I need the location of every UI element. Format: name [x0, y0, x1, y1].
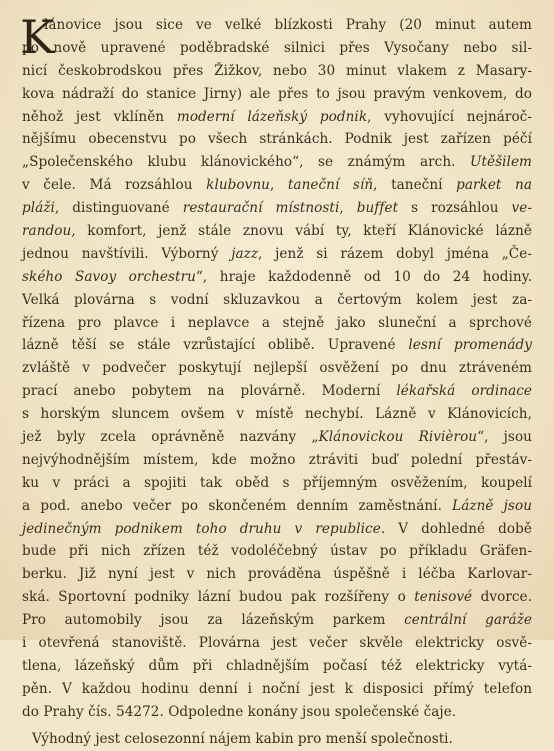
text-line [22, 243, 532, 266]
text-line [22, 60, 532, 83]
emphasized-text: klubovnu [206, 177, 270, 194]
text-line [22, 197, 532, 220]
text-run: , distinguované [54, 200, 183, 217]
drop-cap-letter: K [20, 10, 55, 64]
text-line [22, 563, 532, 586]
text-run: nejvýhodnějším místem, kde možno ztráviti buď polední přestáv- [22, 451, 532, 468]
text-run: ská. Sportovní podniky lázní budou pak rozšířeny o [22, 589, 415, 606]
emphasized-text: taneční síň [287, 177, 374, 194]
emphasized-text: moderní lázeňský podnik [176, 108, 368, 125]
text-line [22, 174, 532, 197]
text-run: s horským sluncem ovšem v místě nechybí. Lázně v Klánovicích, [22, 406, 532, 423]
text-line [22, 426, 532, 449]
text-line [22, 540, 532, 563]
text-run: berku. Již nyní jest v nich prováděna úspěšně i léčba Karlovar- [22, 566, 532, 583]
text-line [22, 495, 532, 518]
emphasized-text: Lázně jsou [452, 497, 533, 514]
text-run: lázně těší se stále vzrůstající oblibě. Upravené [22, 337, 409, 354]
text-line [22, 14, 532, 37]
text-line [22, 586, 532, 609]
article-body [20, 10, 533, 724]
text-run: , jenž si rázem dobyl jména „Če- [258, 245, 532, 262]
emphasized-text: Utěšilem [470, 154, 532, 171]
emphasized-text: jedinečným podnikem toho druhu v republice [22, 520, 381, 537]
text-run: . V dohledné době [380, 520, 532, 537]
emphasized-text: centrální garáže [404, 612, 532, 629]
emphasized-text: parket na [456, 177, 532, 194]
text-run: , [339, 200, 357, 217]
text-run: „Společenského klubu klánovického“, se známým arch. [22, 154, 471, 171]
text-run: Pro automobily jsou za lázeňským parkem [22, 612, 405, 629]
emphasized-text: tenisové [414, 589, 473, 606]
text-run: jež byly zcela oprávněně nazvány „ [22, 429, 319, 446]
emphasized-text: restaurační místnosti [182, 200, 340, 217]
text-run: nicí českobrodskou přes Žižkov, nebo 30 minut vlakem z Masary- [22, 62, 532, 79]
emphasized-text: randou [22, 223, 72, 240]
text-line [22, 312, 532, 335]
text-run: Velká plovárna s vodní skluzavkou a čertovým kolem jest za- [22, 291, 532, 308]
text-run: zvláště v podvečer poskytují nejlepší osvěžení po dnu ztráveném [22, 360, 532, 377]
text-run: nějšímu obecenstvu po všech stránkách. Podnik jest zařízen péčí [22, 131, 532, 148]
emphasized-text: pláži [22, 200, 55, 217]
text-run: kova nádraží do stanice Jirny) ale přes to jsou pravým venkovem, do [22, 85, 532, 102]
text-line [22, 106, 532, 129]
text-run: , komfort, jenž stále znovu vábí ty, kteří Klánovické lázně [71, 223, 532, 240]
text-line [22, 220, 532, 243]
text-run: něhož jest vklíněn [22, 108, 177, 125]
text-run: , vyhovující nejnároč- [367, 108, 532, 125]
text-line [22, 472, 532, 495]
text-run: “, jsou [477, 429, 532, 446]
text-line [22, 632, 532, 655]
text-run: , [269, 177, 288, 194]
emphasized-text: jazz [231, 245, 259, 262]
text-line [22, 151, 532, 174]
text-line [22, 380, 532, 403]
text-line [22, 83, 532, 106]
text-line [22, 37, 532, 60]
text-run: tlena, lázeňský dům při chladnějším počasí též elektricky vytá- [22, 657, 532, 674]
text-run: jednou navštívili. Výborný [22, 245, 232, 262]
text-line [22, 678, 532, 701]
text-run: a pod. anebo večer po skončeném denním zaměstnání. [22, 497, 453, 514]
text-run: ku v práci a spojiti tak oběd s příjemným osvěžením, koupelí [22, 474, 532, 491]
text-line [22, 449, 532, 472]
emphasized-text: buffet [356, 200, 399, 217]
text-run: s rozsáhlou [398, 200, 512, 217]
text-run: bude při nich zřízen též vodoléčebný ústav po příkladu Gräfen- [22, 543, 532, 560]
text-run: řízena pro plavce i neplavce a stejně jako sluneční a sprchové [22, 314, 532, 331]
emphasized-text: ského Savoy orchestru [22, 268, 196, 285]
closing-paragraph: Výhodný jest celosezonní nájem kabin pro menší společnosti. [32, 730, 453, 747]
text-run: dvorce. [472, 589, 532, 606]
emphasized-text: lesní promenády [408, 337, 532, 354]
text-run: prací anebo pobytem na plovárně. Moderní [22, 383, 397, 400]
text-run: v čele. Má rozsáhlou [22, 177, 207, 194]
emphasized-text: lékařská ordinace [396, 383, 532, 400]
text-run: po nově upravené poděbradské silnici přes Vysočany nebo sil- [22, 39, 532, 56]
text-run: , taneční [373, 177, 457, 194]
text-run: lánovice jsou sice ve velké blízkosti Prahy (20 minut autem [44, 17, 532, 33]
text-line [22, 357, 532, 380]
text-line [22, 334, 532, 357]
text-run: “, hraje každodenně od 10 do 24 hodiny. [195, 268, 532, 285]
text-line [22, 518, 532, 541]
text-line [22, 403, 532, 426]
emphasized-text: ve- [511, 200, 533, 217]
text-run: pěn. V každou hodinu denní i noční jest k disposici přímý telefon [22, 680, 532, 697]
text-line [22, 289, 532, 312]
text-line [22, 266, 532, 289]
emphasized-text: Klánovickou Rivièrou [318, 429, 478, 446]
text-run: i otevřená stanoviště. Plovárna jest večer skvěle elektricky osvě- [22, 635, 532, 652]
text-line [22, 128, 532, 151]
text-line [22, 655, 532, 678]
text-line [22, 701, 532, 724]
text-run: do Prahy čís. 54272. Odpoledne konány jsou společenské čaje. [22, 703, 457, 720]
text-line [22, 609, 532, 632]
